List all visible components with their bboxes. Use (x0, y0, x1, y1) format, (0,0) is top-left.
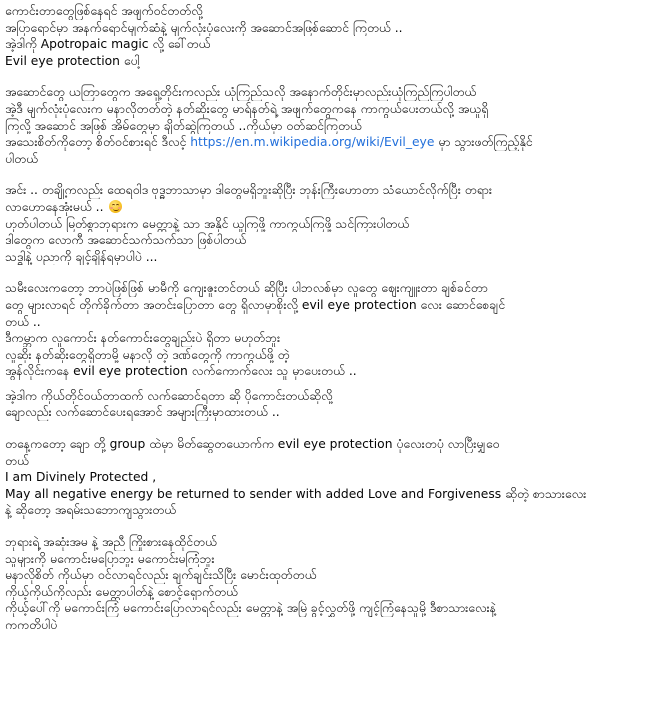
text-line: အဲ့ဒါက ကိုယ်တိုင်ဝယ်တာထက် လက်ဆောင်ရတာ ဆို ပိုကောင်းတယ်ဆိုလို့ (5, 388, 333, 403)
text-line-with-link (5, 134, 649, 151)
text-line: ကကတိပါပဲ (5, 618, 58, 632)
text-line: နဲ့ ဆိုတော့ အရမ်းသဘောကျသွားတယ် (5, 503, 177, 518)
text-line: ဘုရားရဲ့ အဆုံးအမ နဲ့ အညီ ကြိုးစားနေထိုင်တယ် (5, 535, 217, 550)
text-line: အဆောင်တွေ ယတြာတွေက အရှေ့တိုင်းကလည်း ယုံကြည်သလို အနောက်တိုင်းမှာလည်းယုံကြည်ကြပါတယ် (5, 85, 477, 100)
text-line: ကောင်းတာတွေဖြစ်နေရင် အဖျက်ဝင်တတ်လို့ (5, 4, 203, 18)
text-line: I am Divinely Protected , (5, 470, 157, 485)
paragraph-belief (5, 84, 649, 167)
paragraph-intro (5, 3, 649, 69)
text-line: မနာလိုစိတ် ကိုယ်မှာ ဝင်လာရင်လည်း ချက်ချင်းသိပြီး မောင်းထုတ်တယ် (5, 568, 317, 583)
text-line: အဲ့ဒီ မျက်လုံးပုံလေးက မနာလိုတတ်တဲ့ နတ်ဆိုးတွေ မာရ်နတ်ရဲ့ အဖျက်တွေကနေ ကာကွယ်ပေးတယ်လို့ အယူရှိ (5, 101, 489, 116)
text-line: အွန်လိုင်းကနေ evil eye protection လက်ကောက်လေး သူ မှာပေးတယ် .. (5, 364, 357, 379)
text-segment: လာဟောနေအုံးမယ် .. (5, 199, 104, 214)
text-line: အင်း .. တချို့ကလည်း ထေရဝါဒ ဗုဒ္ဓဘာသာမှာ ဒါတွေမရှိဘူးဆိုပြီး ဘုန်းကြီးဟောတာ သံယောင်လိုက်ပြီး တရား (5, 183, 492, 198)
text-line: သူများကို မကောင်းမပြောဘူး မကောင်းမကြံဘူး (5, 551, 215, 566)
blank-line (5, 380, 649, 388)
text-line: ချောလည်း လက်ဆောင်ပေးရအောင် အများကြီးမှာထားတယ် .. (5, 405, 280, 420)
text-line: အဲ့ဒါကို Apotropaic magic လို့ ခေါ်တယ် (5, 37, 211, 52)
text-line: တွေ များလာရင် တိုက်ခိုက်တာ အတင်းပြောတာ တွေ ရှိလာမှာစိုးလို့ evil eye protection လေး ဆောင်စေချင် (5, 297, 506, 312)
smiling-face-icon (109, 200, 122, 213)
text-line: ကြလို့ အဆောင် အဖြစ် အိမ်တွေမှာ ချိတ်ဆွဲကြတယ် ..ကိုယ်မှာ ဝတ်ဆင်ကြတယ် (5, 118, 362, 133)
text-line: ပါတယ် (5, 151, 39, 166)
link-suffix-text: မှာ သွားဖတ်ကြည့်နိုင် (438, 135, 533, 150)
text-line: Evil eye protection ပေါ့ (5, 53, 140, 68)
text-line: လူဆိုး နတ်ဆိုးတွေရှိတာမို့ မနာလို တဲ့ ဒဏ်တွေကို ကာကွယ်ဖို့ တဲ့ (5, 347, 290, 362)
text-line: တနေ့ကတော့ ချော တို့ group ထဲမှာ မိတ်ဆွေတယောက်က evil eye protection ပုံလေးတပုံ လာပြီးမျှဝေ (5, 437, 500, 452)
paragraph-daughter (5, 280, 649, 421)
wikipedia-link[interactable]: https://en.m.wikipedia.org/wiki/Evil_eye (190, 135, 435, 150)
paragraph-buddhism (5, 182, 649, 265)
text-line: သမီးလေးကတော့ ဘာပဲဖြစ်ဖြစ် မာမီကို ကျေးဇူးတင်တယ် ဆိုပြီး ပါဘလစ်မှာ လူတွေ ဈေးကျူးတာ ချစ်ခင်တာ (5, 281, 488, 296)
link-prefix-text: အသေးစိတ်ကိုတော့ စိတ်ဝင်စားရင် ဒီလင့် (5, 135, 187, 150)
text-line: ကိုယ့်ပေါ်ကို မကောင်းကြံ မကောင်းပြောလာရင်လည်း မေတ္တာနဲ့ အမြဲ ခွင့်လွှတ်ဖို့ ကျင့်ကြံနေသူမို့ ဒီစာသားလေးနဲ့ (5, 601, 496, 616)
text-line (5, 199, 649, 216)
text-line: ဒီကမ္ဘာက လူကောင်း နတ်ကောင်းတွေချည်းပဲ ရှိတာ မဟုတ်ဘူး (5, 331, 281, 346)
text-line: အပြာရောင်မှာ အနက်ရောင်မျက်ဆံနဲ့ မျက်လုံးပုံလေးကို အဆောင်အဖြစ်ဆောင် ကြတယ် .. (5, 20, 403, 35)
text-line: May all negative energy be returned to sender with added Love and Forgiveness ဆိုတဲ့ စာသားလေး (5, 486, 587, 501)
text-line: ဟုတ်ပါတယ် မြတ်စွာဘုရားက မေတ္တာနဲ့ သာ အနိုင် ယူကြဖို့ ကာကွယ်ကြဖို့ သင်ကြားပါတယ် (5, 216, 410, 231)
text-line: သဒ္ဓါနဲ့ ပညာကို ချင့်ချိန်ရမှာပါပဲ ... (5, 249, 158, 264)
text-line: တယ် (5, 453, 29, 468)
text-line: တယ် .. (5, 314, 41, 329)
paragraph-group-share (5, 436, 649, 519)
text-line: ဒါတွေက လောကီ အဆောင်သက်သက်သာ ဖြစ်ပါတယ် (5, 233, 247, 248)
paragraph-practice (5, 534, 649, 634)
post-text (5, 3, 649, 649)
text-line: ကိုယ့်ကိုယ်ကိုလည်း မေတ္တာပါတ်နဲ့ စောင့်ရှောက်တယ် (5, 584, 238, 599)
